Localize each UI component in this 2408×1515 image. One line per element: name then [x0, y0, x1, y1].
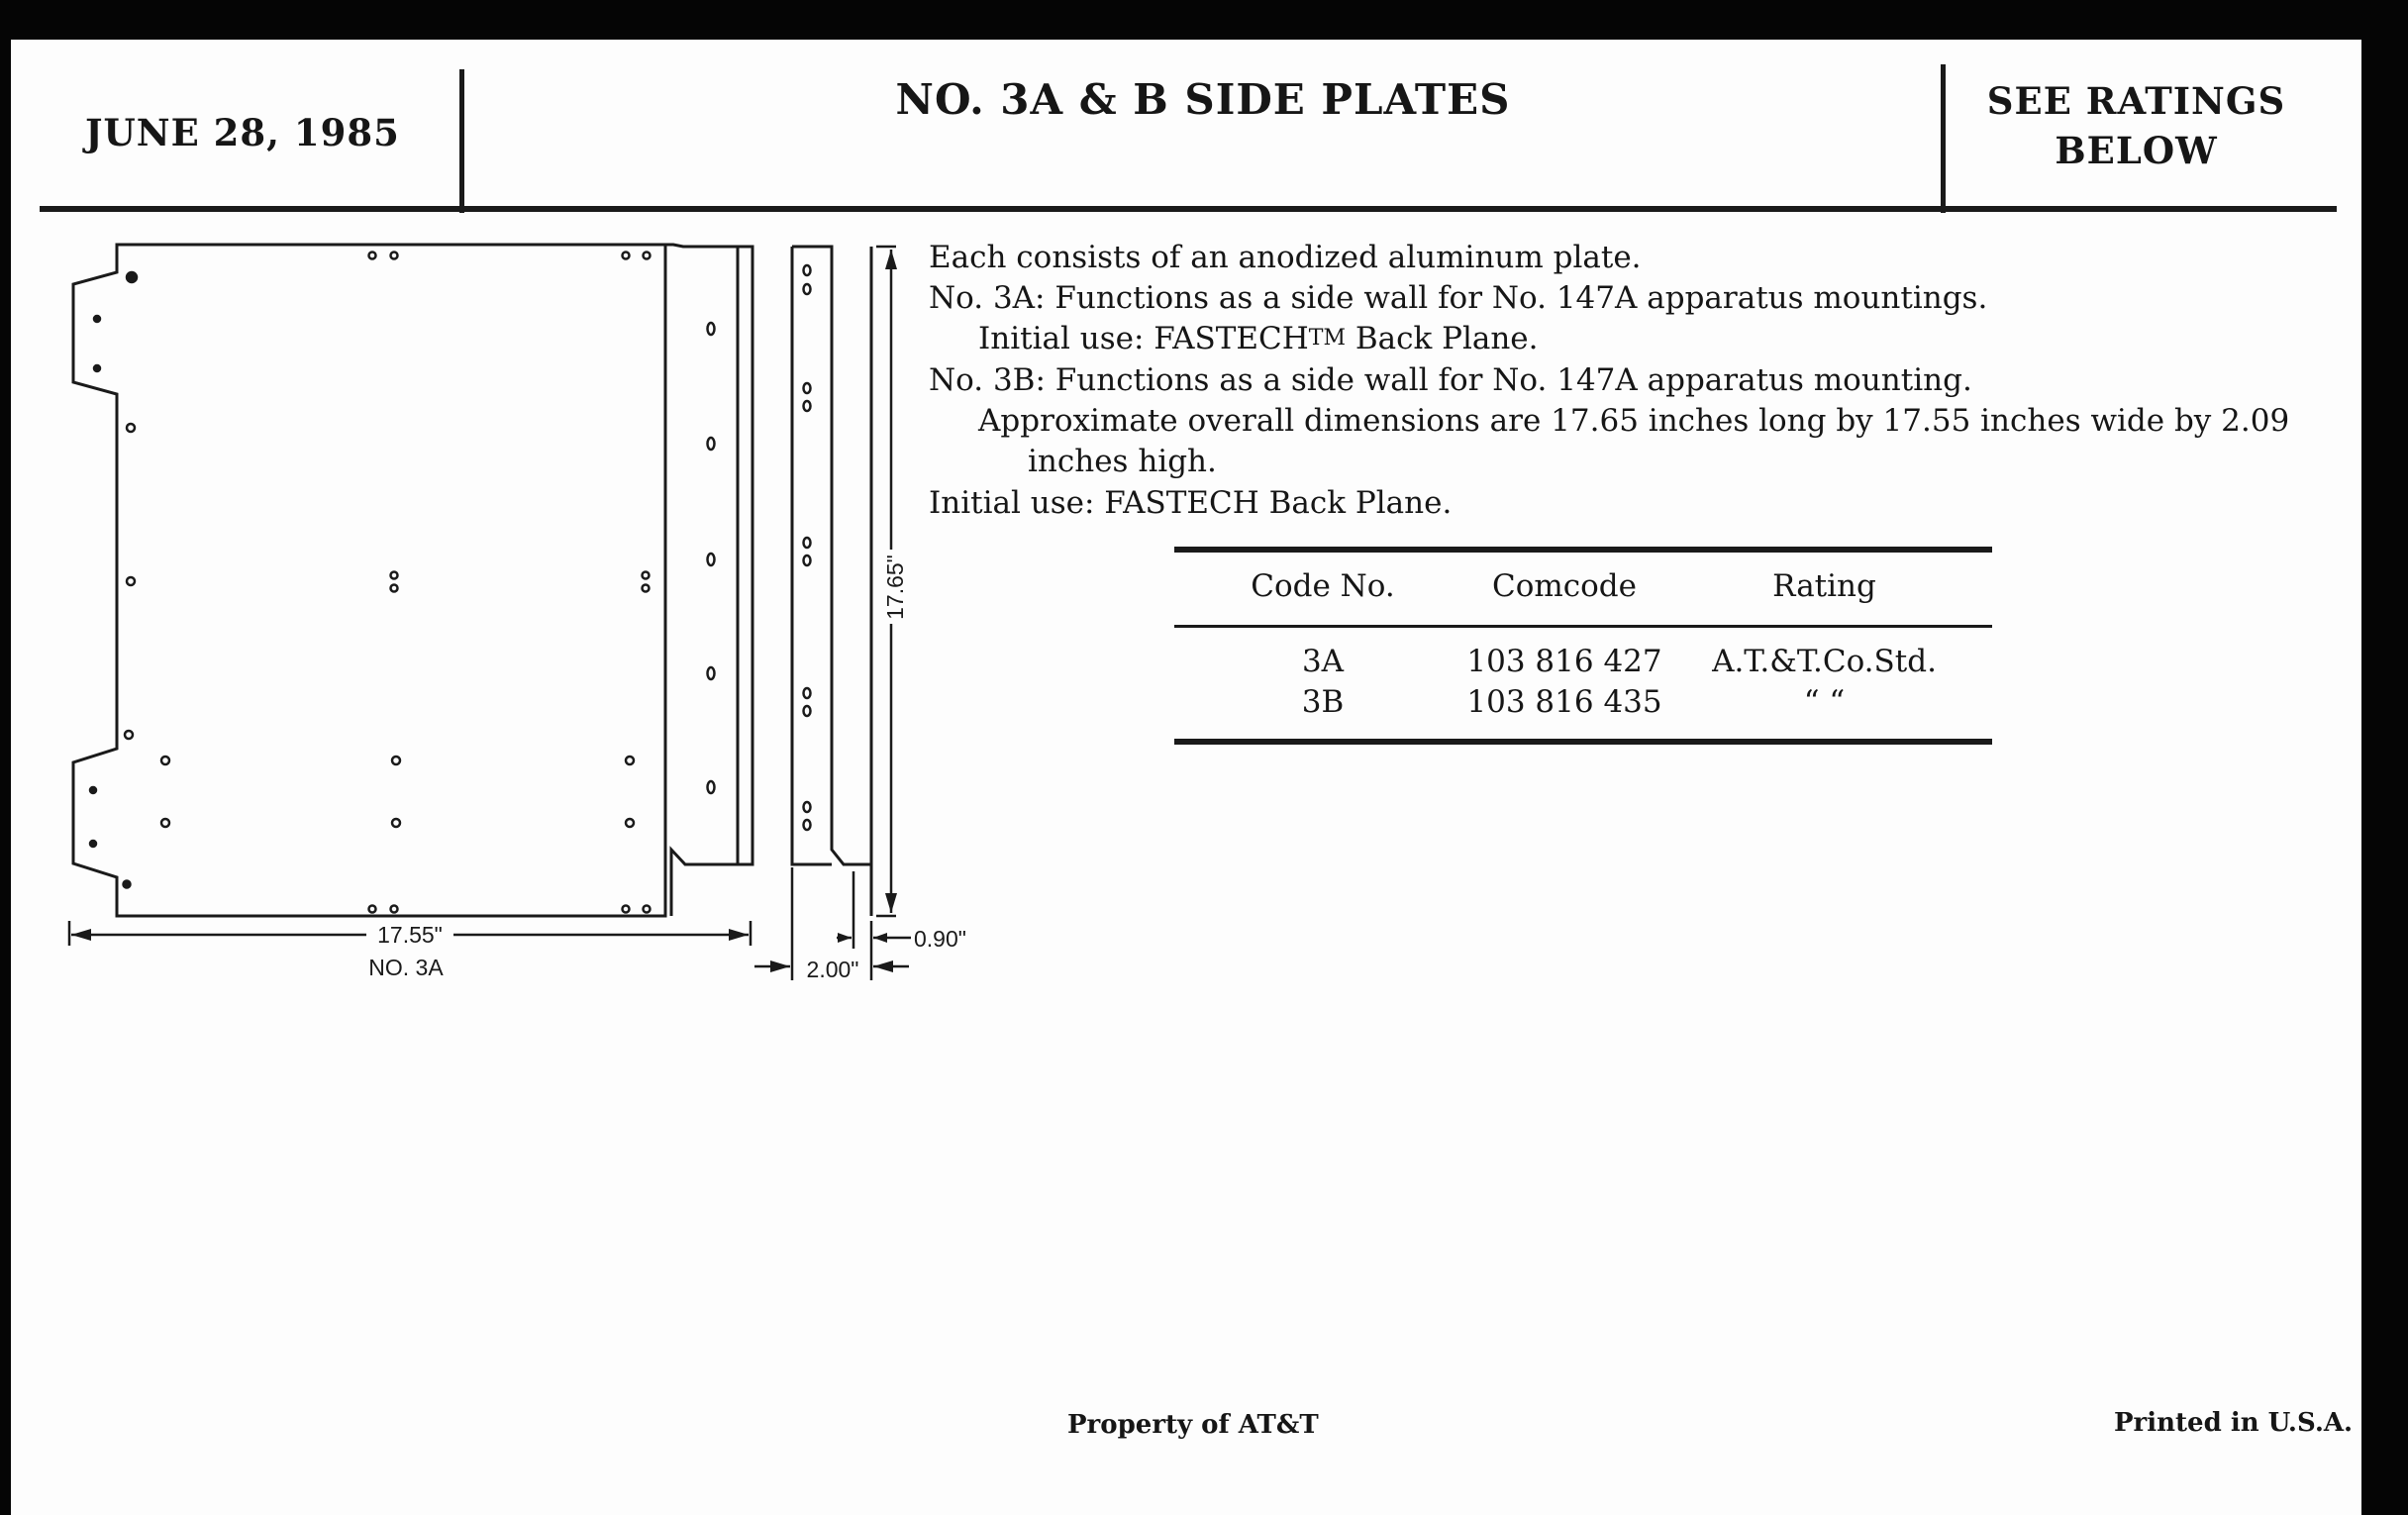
- desc-line-5: Approximate overall dimensions are 17.65 inches long by 17.55 inches wide by 2.09: [978, 403, 2290, 439]
- see-ratings-line1: SEE RATINGS: [1986, 79, 2286, 123]
- side-profile-inner: [792, 247, 871, 916]
- dimension-lines: [69, 247, 911, 980]
- desc-line-2: No. 3A: Functions as a side wall for No. 147A apparatus mountings.: [929, 280, 1988, 316]
- dimension-labels: [368, 555, 966, 982]
- trademark-mark: TM: [1308, 326, 1346, 351]
- depth-arrow-left: [770, 960, 790, 972]
- table-header-rating: Rating: [1772, 568, 1876, 604]
- flange-dim-label: 0.90": [914, 926, 966, 952]
- issue-date: JUNE 28, 1985: [85, 111, 400, 154]
- side-profile-outer: [792, 247, 832, 864]
- table-cell-code-3a: 3A: [1301, 644, 1345, 679]
- footer-printed: Printed in U.S.A.: [2114, 1408, 2354, 1438]
- plate-front-view: [73, 245, 752, 916]
- table-cell-rating-3b: “ “: [1803, 684, 1846, 720]
- table-header-comcode: Comcode: [1492, 568, 1637, 604]
- table-cell-comcode-3b: 103 816 435: [1466, 684, 1662, 720]
- desc-line-6: inches high.: [1028, 444, 1217, 479]
- plate-holes: [90, 252, 715, 913]
- footer-property: Property of AT&T: [1067, 1410, 1319, 1440]
- width-dim-label: 17.55": [377, 922, 443, 948]
- plate-outline: [73, 245, 665, 916]
- desc-line-4: No. 3B: Functions as a side wall for No. 147A apparatus mounting.: [929, 362, 1972, 398]
- table-cell-rating-3a: A.T.&T.Co.Std.: [1712, 644, 1937, 679]
- page-title: NO. 3A & B SIDE PLATES: [895, 75, 1511, 124]
- height-arrow-bottom: [885, 893, 897, 913]
- width-arrow-right: [729, 929, 749, 941]
- see-ratings-line2: BELOW: [2055, 129, 2218, 172]
- desc-line-3-suffix: Back Plane.: [1345, 321, 1539, 356]
- desc-line-3-text: Initial use: FASTECH: [978, 321, 1309, 356]
- plate-label: NO. 3A: [368, 955, 444, 980]
- depth-arrow-right: [873, 960, 893, 972]
- side-view-holes: [804, 265, 811, 830]
- table-cell-comcode-3a: 103 816 427: [1466, 644, 1662, 679]
- table-cell-code-3b: 3B: [1301, 684, 1345, 720]
- desc-line-1: Each consists of an anodized aluminum plate.: [929, 240, 1642, 275]
- depth-dim-label: 2.00": [806, 957, 859, 982]
- width-arrow-left: [71, 929, 91, 941]
- table-header-code: Code No.: [1251, 568, 1395, 604]
- flange-arrow-right: [873, 933, 887, 943]
- flange-arrow-left: [838, 933, 852, 943]
- plate-flange-outline: [665, 245, 752, 916]
- plate-side-view: [792, 247, 871, 916]
- height-dim-label: 17.65": [882, 555, 908, 620]
- height-arrow-top: [885, 250, 897, 269]
- desc-line-7: Initial use: FASTECH Back Plane.: [929, 485, 1453, 521]
